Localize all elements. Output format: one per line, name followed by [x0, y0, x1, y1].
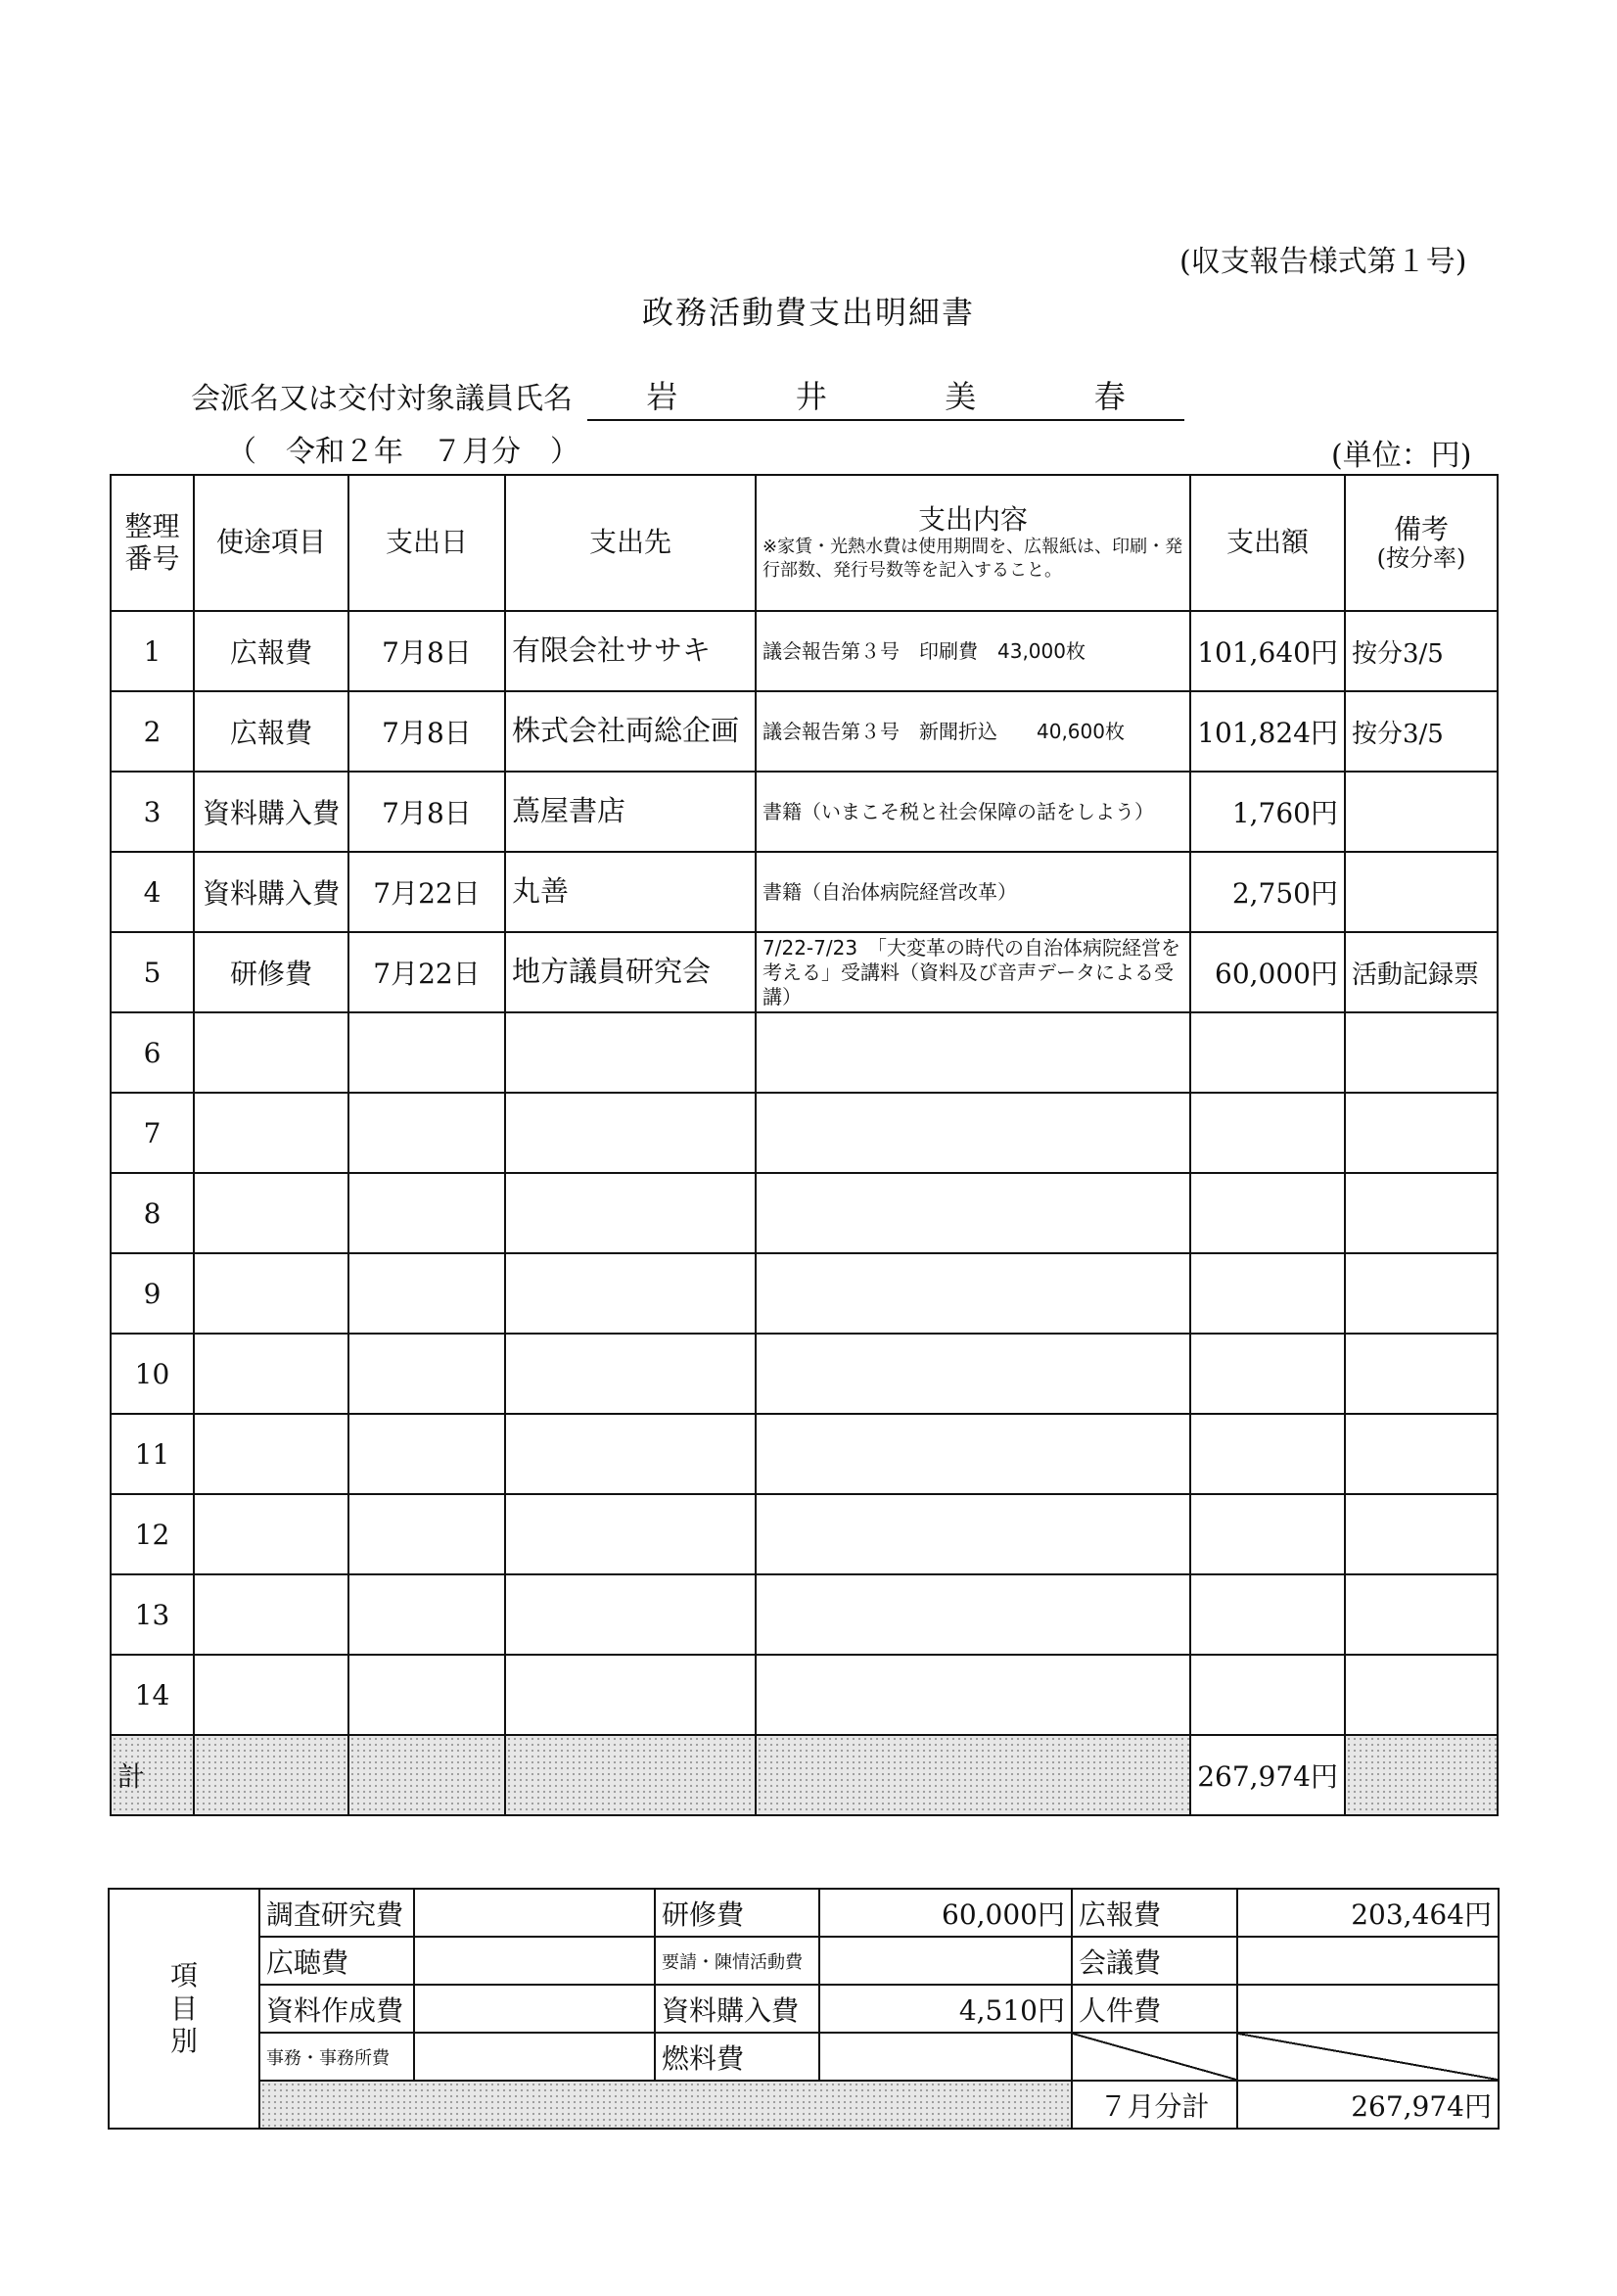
month-total-value: 267,974円 [1237, 2081, 1499, 2129]
row-content: 7/22-7/23 「大変革の時代の自治体病院経営を考える」受講料（資料及び音声データによる受講） [756, 932, 1190, 1012]
total-row [111, 1735, 1498, 1815]
row-content [756, 1253, 1190, 1334]
personnel-value [1237, 1985, 1499, 2033]
page-title: 政務活動費支出明細書 [641, 294, 975, 331]
report-period: （ 令和２年 ７月分 ） [227, 435, 579, 469]
row-content [756, 1414, 1190, 1494]
row-amount [1190, 1093, 1345, 1173]
row-purpose [194, 1334, 348, 1414]
table-row [111, 1173, 1498, 1253]
row-note: 活動記録票 [1345, 932, 1498, 1012]
row-purpose: 資料購入費 [194, 852, 348, 932]
row-payee [505, 1253, 756, 1334]
total-shaded-cell [756, 1735, 1190, 1815]
fuel-label: 燃料費 [655, 2033, 819, 2081]
row-purpose [194, 1574, 348, 1655]
row-payee [505, 1173, 756, 1253]
row-purpose: 広報費 [194, 611, 348, 691]
row-content: 議会報告第３号 新聞折込 40,600枚 [756, 691, 1190, 772]
row-payee [505, 1574, 756, 1655]
row-payee: 株式会社両総企画 [505, 691, 756, 772]
row-note [1345, 1253, 1498, 1334]
row-note [1345, 1173, 1498, 1253]
training-label: 研修費 [655, 1889, 819, 1937]
row-number: 7 [111, 1093, 194, 1173]
row-payee [505, 1414, 756, 1494]
row-purpose: 資料購入費 [194, 772, 348, 852]
row-payee [505, 1655, 756, 1735]
row-note: 按分3/5 [1345, 611, 1498, 691]
office-value [414, 2033, 655, 2081]
research-value [414, 1889, 655, 1937]
expense-detail-table [110, 474, 1499, 1816]
total-shaded-cell [194, 1735, 348, 1815]
table-row [111, 852, 1498, 932]
row-note [1345, 852, 1498, 932]
category-label-text: 項 目 別 [169, 1959, 198, 2058]
row-note [1345, 1574, 1498, 1655]
row-purpose [194, 1173, 348, 1253]
row-amount [1190, 1334, 1345, 1414]
header-amount: 支出額 [1190, 475, 1345, 611]
header-content-note: ※家賃・光熱水費は使用期間を、広報紙は、印刷・発行部数、発行号数等を記入すること。 [762, 537, 1183, 581]
row-note [1345, 772, 1498, 852]
diagonal-cell [1237, 2033, 1499, 2081]
table-row [111, 1655, 1498, 1735]
pr-label: 広報費 [1072, 1889, 1237, 1937]
row-payee: 蔦屋書店 [505, 772, 756, 852]
row-amount [1190, 1173, 1345, 1253]
row-date [348, 1334, 505, 1414]
row-purpose [194, 1414, 348, 1494]
row-purpose [194, 1093, 348, 1173]
hearing-value [414, 1937, 655, 1985]
table-row [111, 691, 1498, 772]
fuel-value [819, 2033, 1072, 2081]
row-note [1345, 1414, 1498, 1494]
row-content: 書籍（いまこそ税と社会保障の話をしよう） [756, 772, 1190, 852]
diagonal-cell [1072, 2033, 1237, 2081]
month-total-label: ７月分計 [1072, 2081, 1237, 2129]
row-payee [505, 1012, 756, 1093]
form-number: (収支報告様式第１号) [1179, 245, 1467, 279]
pr-value: 203,464円 [1237, 1889, 1499, 1937]
petition-value [819, 1937, 1072, 1985]
row-note [1345, 1012, 1498, 1093]
row-content [756, 1173, 1190, 1253]
row-content [756, 1574, 1190, 1655]
row-purpose [194, 1012, 348, 1093]
row-date [348, 1253, 505, 1334]
materials-purchase-value: 4,510円 [819, 1985, 1072, 2033]
row-content [756, 1012, 1190, 1093]
row-number: 1 [111, 611, 194, 691]
table-row [111, 772, 1498, 852]
member-name-char: 井 [795, 378, 827, 415]
header-purpose: 使途項目 [194, 475, 348, 611]
row-payee: 丸善 [505, 852, 756, 932]
materials-creation-label: 資料作成費 [259, 1985, 414, 2033]
materials-purchase-label: 資料購入費 [655, 1985, 819, 2033]
row-purpose: 研修費 [194, 932, 348, 1012]
row-amount [1190, 1494, 1345, 1574]
row-date [348, 1655, 505, 1735]
row-note [1345, 1334, 1498, 1414]
row-amount: 2,750円 [1190, 852, 1345, 932]
row-amount [1190, 1414, 1345, 1494]
table-row [111, 1414, 1498, 1494]
row-date [348, 1093, 505, 1173]
row-content [756, 1334, 1190, 1414]
row-amount: 60,000円 [1190, 932, 1345, 1012]
row-number: 5 [111, 932, 194, 1012]
row-payee [505, 1494, 756, 1574]
row-number: 8 [111, 1173, 194, 1253]
row-amount [1190, 1655, 1345, 1735]
total-amount: 267,974円 [1190, 1735, 1345, 1815]
table-row [111, 1334, 1498, 1414]
training-value: 60,000円 [819, 1889, 1072, 1937]
materials-creation-value [414, 1985, 655, 2033]
row-number: 14 [111, 1655, 194, 1735]
header-no: 整理番号 [111, 475, 194, 611]
row-amount [1190, 1253, 1345, 1334]
row-payee [505, 1093, 756, 1173]
row-number: 11 [111, 1414, 194, 1494]
total-label: 計 [111, 1735, 194, 1815]
row-number: 2 [111, 691, 194, 772]
row-date: 7月8日 [348, 691, 505, 772]
row-amount: 1,760円 [1190, 772, 1345, 852]
row-amount: 101,824円 [1190, 691, 1345, 772]
meeting-value [1237, 1937, 1499, 1985]
row-note [1345, 1093, 1498, 1173]
row-number: 13 [111, 1574, 194, 1655]
table-row [111, 1253, 1498, 1334]
row-content [756, 1655, 1190, 1735]
research-label: 調査研究費 [259, 1889, 414, 1937]
member-name-char: 岩 [646, 378, 678, 415]
total-shaded-cell [505, 1735, 756, 1815]
table-row [111, 932, 1498, 1012]
row-number: 6 [111, 1012, 194, 1093]
category-label [109, 1889, 259, 2129]
header-content-title: 支出内容 [917, 503, 1028, 537]
header-remarks-sub: (按分率) [1376, 543, 1466, 572]
row-date [348, 1494, 505, 1574]
row-date [348, 1012, 505, 1093]
personnel-label: 人件費 [1072, 1985, 1237, 2033]
row-payee [505, 1334, 756, 1414]
table-row [111, 1494, 1498, 1574]
row-date [348, 1414, 505, 1494]
summary-shaded-cell [259, 2081, 1072, 2129]
unit-label: (単位：円) [1331, 439, 1472, 473]
header-payee: 支出先 [505, 475, 756, 611]
row-number: 10 [111, 1334, 194, 1414]
header-remarks-title: 備考 [1393, 512, 1449, 545]
row-date [348, 1173, 505, 1253]
meeting-label: 会議費 [1072, 1937, 1237, 1985]
table-row [111, 1093, 1498, 1173]
hearing-label: 広聴費 [259, 1937, 414, 1985]
header-date: 支出日 [348, 475, 505, 611]
table-row [111, 1574, 1498, 1655]
header-content [756, 475, 1190, 611]
row-purpose [194, 1655, 348, 1735]
category-summary-table [108, 1888, 1500, 2130]
member-name-char: 春 [1093, 378, 1126, 415]
office-label: 事務・事務所費 [259, 2033, 414, 2081]
row-content: 書籍（自治体病院経営改革） [756, 852, 1190, 932]
member-name [587, 372, 1184, 421]
row-purpose [194, 1253, 348, 1334]
row-note [1345, 1494, 1498, 1574]
row-purpose [194, 1494, 348, 1574]
row-number: 12 [111, 1494, 194, 1574]
row-amount [1190, 1574, 1345, 1655]
total-shaded-cell [348, 1735, 505, 1815]
total-shaded-cell [1345, 1735, 1498, 1815]
row-content: 議会報告第３号 印刷費 43,000枚 [756, 611, 1190, 691]
row-note [1345, 1655, 1498, 1735]
row-purpose: 広報費 [194, 691, 348, 772]
row-amount [1190, 1012, 1345, 1093]
row-date: 7月22日 [348, 852, 505, 932]
row-number: 3 [111, 772, 194, 852]
row-date: 7月22日 [348, 932, 505, 1012]
row-date: 7月8日 [348, 772, 505, 852]
row-content [756, 1494, 1190, 1574]
row-payee: 地方議員研究会 [505, 932, 756, 1012]
row-note: 按分3/5 [1345, 691, 1498, 772]
row-payee: 有限会社ササキ [505, 611, 756, 691]
header-remarks [1345, 475, 1498, 611]
member-name-char: 美 [945, 378, 977, 415]
row-number: 9 [111, 1253, 194, 1334]
row-date [348, 1574, 505, 1655]
table-row [111, 1012, 1498, 1093]
member-label: 会派名又は交付対象議員氏名 [191, 382, 573, 416]
row-content [756, 1093, 1190, 1173]
row-number: 4 [111, 852, 194, 932]
row-amount: 101,640円 [1190, 611, 1345, 691]
table-row [111, 611, 1498, 691]
petition-label: 要請・陳情活動費 [655, 1937, 819, 1985]
row-date: 7月8日 [348, 611, 505, 691]
